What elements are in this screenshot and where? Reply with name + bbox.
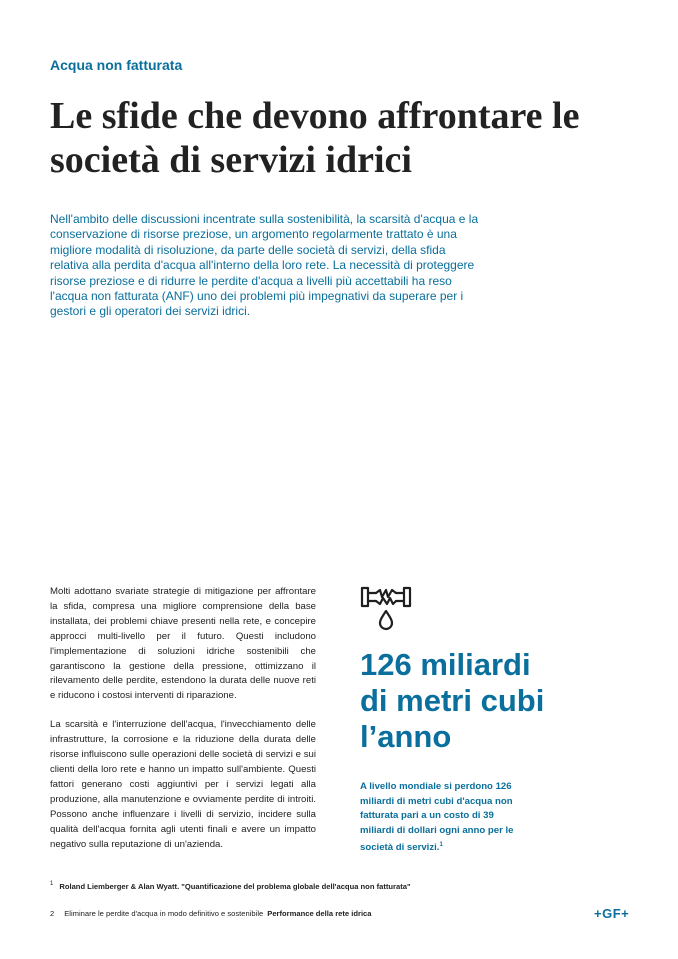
footnote xyxy=(50,881,610,891)
body-column xyxy=(50,585,316,866)
page-footer xyxy=(50,909,640,918)
pipe-leak-icon xyxy=(360,584,412,632)
footnote-text: Roland Liemberger & Alan Wyatt. "Quantificazione del problema globale dell'acqua non fatturata" xyxy=(59,881,411,891)
gf-logo: +GF+ xyxy=(594,906,630,921)
page-title: Le sfide che devono affrontare le società di servizi idrici xyxy=(50,95,580,181)
intro-paragraph: Nell'ambito delle discussioni incentrate sulla sostenibilità, la scarsità d'acqua e la conservazione di risorse preziose, un argomento regolarmente trattato è una migliore modalità di risoluzione, da parte delle società di servizi, della sfida relativa alla perdita d'acqua all'interno della loro rete. La necessità di proteggere risorse preziose e di ridurre le perdite d'acqua a livelli più accettabili ha reso l'acqua non fatturata (ANF) uno dei problemi più impegnativi da superare per i gestori e gli operatori dei servizi idrici. xyxy=(50,212,479,319)
body-paragraph-1: Molti adottano svariate strategie di mitigazione per affrontare la sfida, compresa una migliore comprensione della base installata, dei problemi chiave presenti nella rete, e concepire approcci multi-livello per il futuro. Questi includono l'implementazione di soluzioni idriche sostenibili che garantiscono la gestione della pressione, ottimizzano il rilevamento delle perdite, estendono la durata delle nuove reti e riducono i costosi interventi di riparazione. xyxy=(50,586,316,702)
page-number: 2 xyxy=(50,909,55,918)
statistic-note-text: A livello mondiale si perdono 126 miliardi di metri cubi d'acqua non fatturata pari a un costo di 39 miliardi di dollari ogni anno per le società di servizi. xyxy=(360,781,514,854)
body-paragraph-2: La scarsità e l'interruzione dell'acqua, l'invecchiamento delle infrastrutture, la corrosione e la riduzione della durata delle risorse influiscono sulle operazioni delle società di servizi e sui clienti della loro rete e hanno un impatto sull'ambiente. Questi fattori generano costi aggiuntivi per i servizi legati alla produzione, alla manutenzione e ovviamente perdite di introiti. Possono anche influenzare i livelli di servizio, incidere sulla qualità dell'acqua fornita agli utenti finali e avere un impatto negativo sulla reputazione di un'azienda. xyxy=(50,719,316,850)
document-title: Eliminare le perdite d'acqua in modo definitivo e sostenibile xyxy=(64,909,264,918)
section-kicker: Acqua non fatturata xyxy=(50,57,183,73)
document-section: Performance della rete idrica xyxy=(267,909,372,918)
footnote-number: 1 xyxy=(50,881,54,887)
statistic-note xyxy=(360,780,520,856)
big-statistic: 126 miliardi di metri cubi l’anno xyxy=(360,647,545,754)
footnote-reference: 1 xyxy=(439,842,443,848)
